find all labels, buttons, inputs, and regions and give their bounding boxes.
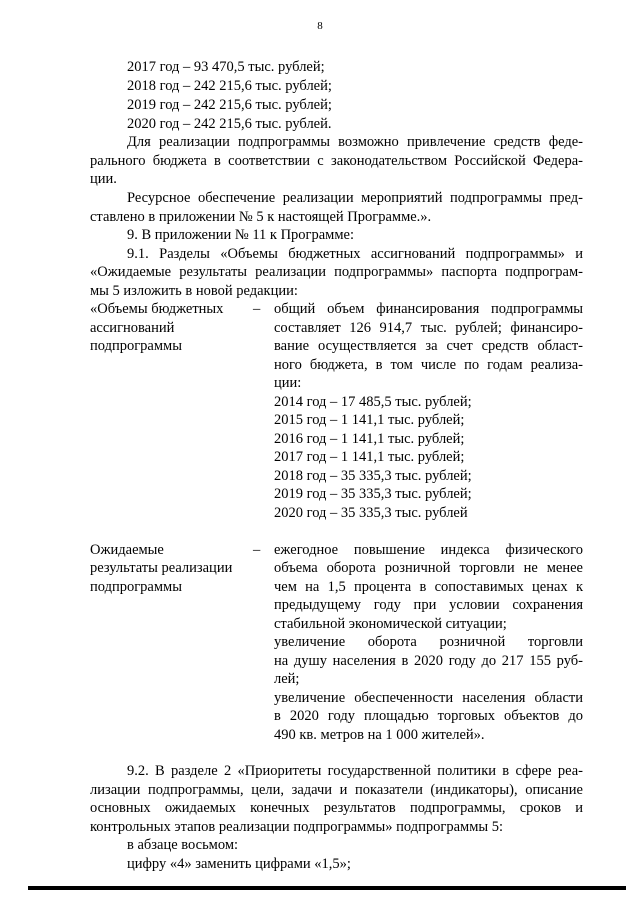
passport-value-line: 490 кв. метров на 1 000 жителей».	[274, 727, 485, 743]
passport-value-line: объема оборота розничной торговли не менее	[274, 560, 583, 576]
passport-label: подпрограммы	[90, 579, 182, 595]
paragraph-line: лизации подпрограммы, цели, задачи и показатели (индикаторы), описание	[90, 782, 583, 798]
passport-value-line: 2019 год – 35 335,3 тыс. рублей;	[274, 486, 472, 502]
passport-value-line: ции:	[274, 375, 302, 391]
passport-label: результаты реализации	[90, 560, 233, 576]
year-line: 2018 год – 242 215,6 тыс. рублей;	[127, 78, 332, 94]
paragraph-line: контрольных этапов реализации подпрограммы» подпрограммы 5:	[90, 819, 504, 835]
passport-value-line: общий объем финансирования подпрограммы	[274, 301, 583, 317]
year-line: 2017 год – 93 470,5 тыс. рублей;	[127, 59, 325, 75]
passport-value-line: увеличение обеспеченности населения области	[274, 690, 583, 706]
paragraph-line: цифру «4» заменить цифрами «1,5»;	[127, 856, 351, 872]
passport-value-line: увеличение оборота розничной торговли	[274, 634, 583, 650]
passport-dash: –	[253, 301, 261, 317]
passport-label: «Объемы бюджетных	[90, 301, 224, 317]
passport-value-line: ежегодное повышение индекса физического	[274, 542, 583, 558]
passport-label: подпрограммы	[90, 338, 182, 354]
paragraph-line: рального бюджета в соответствии с законодательством Российской Федера-	[90, 153, 583, 169]
passport-label: ассигнований	[90, 320, 175, 336]
bottom-rule	[28, 886, 626, 890]
paragraph-line: мы 5 изложить в новой редакции:	[90, 283, 298, 299]
passport-value-line: 2016 год – 1 141,1 тыс. рублей;	[274, 431, 465, 447]
passport-value-line: составляет 126 914,7 тыс. рублей; финансиро-	[274, 320, 583, 336]
paragraph-line: «Ожидаемые результаты реализации подпрограммы» паспорта подпрограм-	[90, 264, 583, 280]
paragraph-line: 9.1. Разделы «Объемы бюджетных ассигнований подпрограммы» и	[127, 246, 583, 262]
passport-value-line: 2017 год – 1 141,1 тыс. рублей;	[274, 449, 465, 465]
passport-value-line: чем на 1,5 процента в сопоставимых ценах к	[274, 579, 583, 595]
section-heading: 9. В приложении № 11 к Программе:	[127, 227, 354, 243]
passport-value-line: 2018 год – 35 335,3 тыс. рублей;	[274, 468, 472, 484]
passport-value-line: стабильной экономической ситуации;	[274, 616, 507, 632]
passport-value-line: 2014 год – 17 485,5 тыс. рублей;	[274, 394, 472, 410]
passport-label: Ожидаемые	[90, 542, 164, 558]
year-line: 2019 год – 242 215,6 тыс. рублей;	[127, 97, 332, 113]
paragraph-line: основных ожидаемых конечных результатов подпрограммы, сроков и	[90, 800, 583, 816]
passport-value-line: на душу населения в 2020 году до 217 155 руб-	[274, 653, 583, 669]
passport-value-line: вание осуществляется за счет средств област-	[274, 338, 583, 354]
passport-value-line: ного бюджета, в том числе по годам реализа-	[274, 357, 583, 373]
passport-value-line: лей;	[274, 671, 300, 687]
paragraph-line: Ресурсное обеспечение реализации мероприятий подпрограммы пред-	[127, 190, 583, 206]
paragraph-line: ставлено в приложении № 5 к настоящей Программе.».	[90, 209, 432, 225]
paragraph-line: в абзаце восьмом:	[127, 837, 239, 853]
year-line: 2020 год – 242 215,6 тыс. рублей.	[127, 116, 332, 132]
passport-value-line: в 2020 году площадью торговых объектов до	[274, 708, 583, 724]
passport-dash: –	[253, 542, 261, 558]
passport-value-line: 2020 год – 35 335,3 тыс. рублей	[274, 505, 468, 521]
passport-value-line: предыдущему году при условии сохранения	[274, 597, 583, 613]
paragraph-line: 9.2. В разделе 2 «Приоритеты государственной политики в сфере реа-	[127, 763, 583, 779]
page-number: 8	[317, 20, 323, 32]
paragraph-line: Для реализации подпрограммы возможно привлечение средств феде-	[127, 134, 583, 150]
passport-value-line: 2015 год – 1 141,1 тыс. рублей;	[274, 412, 465, 428]
paragraph-line: ции.	[90, 171, 117, 187]
